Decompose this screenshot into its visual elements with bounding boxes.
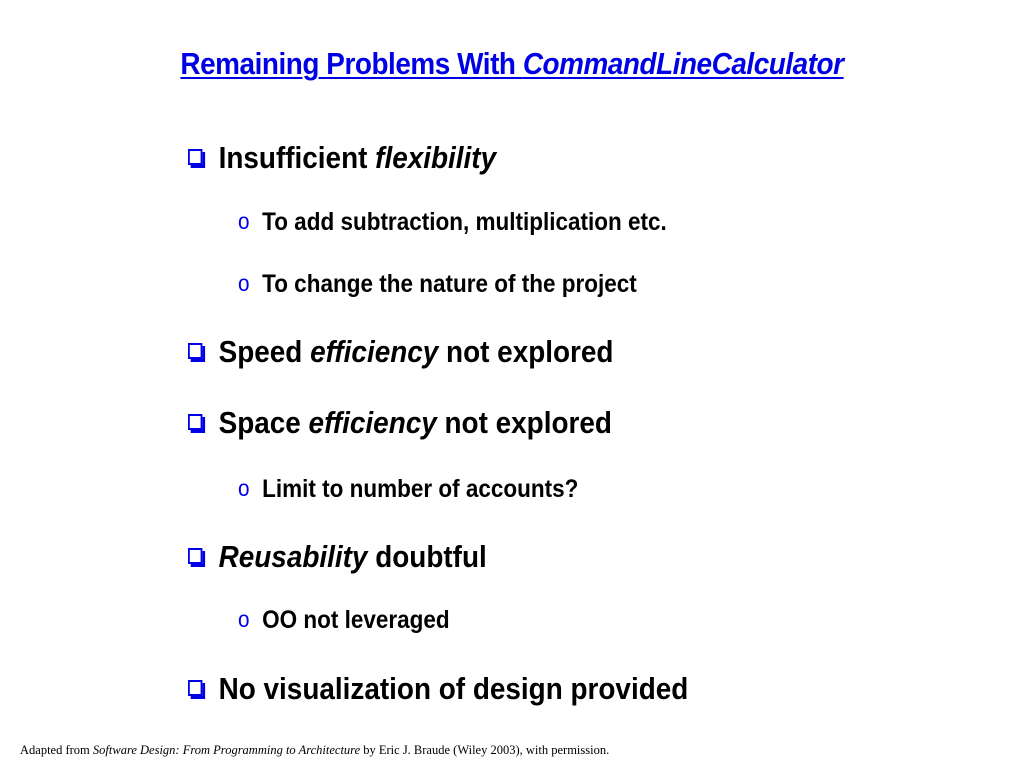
square-bullet-icon xyxy=(188,414,202,430)
circle-bullet-icon: o xyxy=(238,270,250,296)
circle-bullet-icon: o xyxy=(238,475,250,501)
bullet-speed-efficiency: Speed efficiency not explored xyxy=(188,334,613,370)
square-bullet-icon xyxy=(188,680,202,696)
circle-bullet-icon: o xyxy=(238,208,250,234)
bullet-flexibility: Insufficient flexibility xyxy=(188,140,496,176)
circle-bullet-icon: o xyxy=(238,606,250,632)
subbullet-change-nature: o To change the nature of the project xyxy=(238,270,637,298)
slide-footer-credit: Adapted from Software Design: From Programming to Architecture by Eric J. Braude (Wiley 2003), with permission. xyxy=(20,743,610,757)
bullet-no-visualization: No visualization of design provided xyxy=(188,671,688,707)
footer-book-title: Software Design: From Programming to Architecture xyxy=(92,743,361,757)
subbullet-oo-not-leveraged: o OO not leveraged xyxy=(238,606,450,634)
bullet-space-efficiency: Space efficiency not explored xyxy=(188,405,612,441)
slide-title-text xyxy=(180,46,843,81)
title-emphasis: CommandLineCalculator xyxy=(522,46,844,81)
subbullet-add-operations: o To add subtraction, multiplication etc. xyxy=(238,208,667,236)
title-prefix: Remaining Problems With xyxy=(180,46,523,81)
square-bullet-icon xyxy=(188,149,202,165)
subbullet-limit-accounts: o Limit to number of accounts? xyxy=(238,475,579,503)
square-bullet-icon xyxy=(188,548,202,564)
square-bullet-icon xyxy=(188,343,202,359)
slide-title xyxy=(51,46,973,82)
bullet-reusability: Reusability doubtful xyxy=(188,539,487,575)
